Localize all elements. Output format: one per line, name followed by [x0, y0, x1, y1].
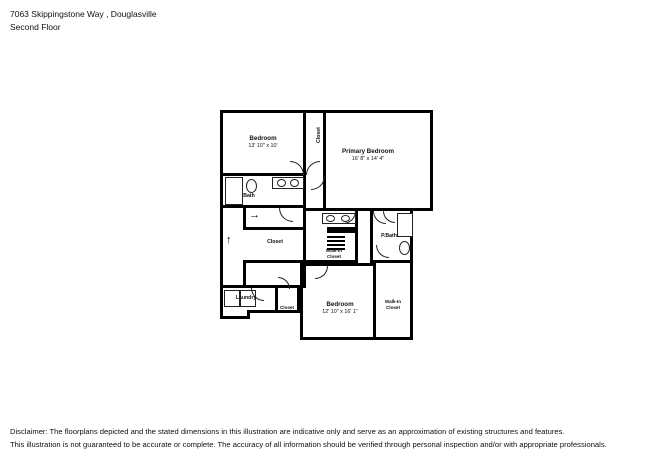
toilet-fixture — [246, 179, 257, 193]
wall-pbath-bottom — [370, 260, 413, 263]
closet-arrow-icon-1: → — [249, 209, 260, 221]
walkin-closet-name-line1: Walk-In — [325, 248, 343, 253]
sink-basin-icon — [277, 179, 286, 187]
disclaimer — [10, 426, 640, 451]
wall-exterior-top-left — [220, 110, 325, 113]
closet-shelf-detail — [327, 227, 355, 233]
closet-arrow-icon-2: ↑ — [226, 234, 232, 246]
closet-shelf-detail-2 — [327, 236, 345, 238]
room-label-pbath — [367, 233, 411, 240]
door-bath — [279, 208, 293, 222]
wall-bedroom2-bottom-left — [300, 337, 335, 340]
closet-top-name: Closet — [316, 127, 322, 143]
wall-bath-bottom — [220, 205, 306, 208]
wall-exterior-left-lower — [220, 287, 223, 319]
floor-label: Second Floor — [10, 21, 61, 32]
walkin-closet2-name-line2: Closet — [385, 305, 401, 311]
room-label-closet-small — [273, 305, 301, 311]
closet-arrow-icon-3: ← — [249, 254, 260, 266]
room-label-closet-top — [316, 127, 322, 143]
wall-exterior-top-right — [325, 110, 433, 113]
disclaimer-line-1: Disclaimer: The floorplans depicted and the stated dimensions in this illustration are indicative only and serve as an approximation of existing structures and features. — [10, 427, 565, 436]
room-label-bedroom-2 — [307, 301, 373, 317]
wall-closet-mid-left2 — [243, 260, 246, 287]
bath-name: Bath — [243, 193, 255, 199]
wall-exterior-left — [220, 110, 223, 290]
bathtub-fixture — [225, 177, 243, 205]
bedroom2-name: Bedroom — [326, 301, 354, 308]
door-closet-top — [306, 161, 320, 175]
wall-closet-column-left — [303, 110, 306, 173]
wall-primary-bottom — [303, 208, 413, 211]
door-bedroom1 — [290, 161, 304, 175]
door-small-closet — [278, 277, 290, 289]
walkin-closet-name-line2: Closet — [326, 254, 342, 260]
primary-toilet-fixture — [399, 241, 410, 255]
room-label-walkin-closet — [314, 248, 354, 260]
wall-exterior-right-upper — [430, 110, 433, 210]
walkin-closet2-name-line1: Walk-In — [384, 299, 402, 304]
wall-closet-mid-top — [243, 227, 306, 230]
wall-closet-mid-left — [243, 205, 246, 230]
sink-basin-icon-2 — [290, 179, 299, 187]
wall-laundry-bottom — [220, 316, 250, 319]
laundry-name: Laundry — [235, 295, 257, 301]
closet-shelf-detail-3 — [327, 240, 345, 242]
room-label-bath — [229, 193, 269, 200]
room-label-closet-mid — [251, 239, 299, 246]
wall-right-jog — [410, 208, 433, 211]
room-label-primary-bedroom — [325, 148, 411, 164]
property-address: 7063 Skippingstone Way , Douglasville — [10, 9, 157, 19]
room-label-laundry — [222, 295, 270, 302]
closet-small-name: Closet — [279, 305, 295, 310]
primary-sink-icon — [326, 215, 335, 222]
floorplan-drawing — [215, 105, 445, 390]
bedroom2-dimensions: 12' 10" x 16' 1" — [322, 309, 358, 316]
closet-shelf-detail-4 — [327, 244, 345, 246]
plan-header — [10, 8, 157, 34]
disclaimer-line-2: This illustration is not guaranteed to be accurate or complete. The accuracy of all information should be verified through personal inspection and/or with appropriate professionals. — [10, 439, 607, 449]
door-walkin2 — [376, 245, 389, 258]
wall-closet-mid-right — [303, 205, 306, 287]
closet-mid-name: Closet — [267, 239, 283, 245]
pbath-name: P.Bath — [381, 233, 397, 239]
room-label-walkin-closet-2 — [375, 299, 411, 311]
primary-bedroom-name: Primary Bedroom — [342, 148, 394, 155]
bedroom1-dimensions: 13' 10" x 10' — [248, 143, 278, 150]
door-bedroom2 — [315, 266, 328, 279]
bedroom1-name: Bedroom — [249, 135, 277, 142]
primary-bedroom-dimensions: 16' 8" x 14' 4" — [351, 156, 385, 163]
room-label-bedroom-1 — [225, 135, 301, 151]
wall-bedroom2-top — [300, 263, 376, 266]
